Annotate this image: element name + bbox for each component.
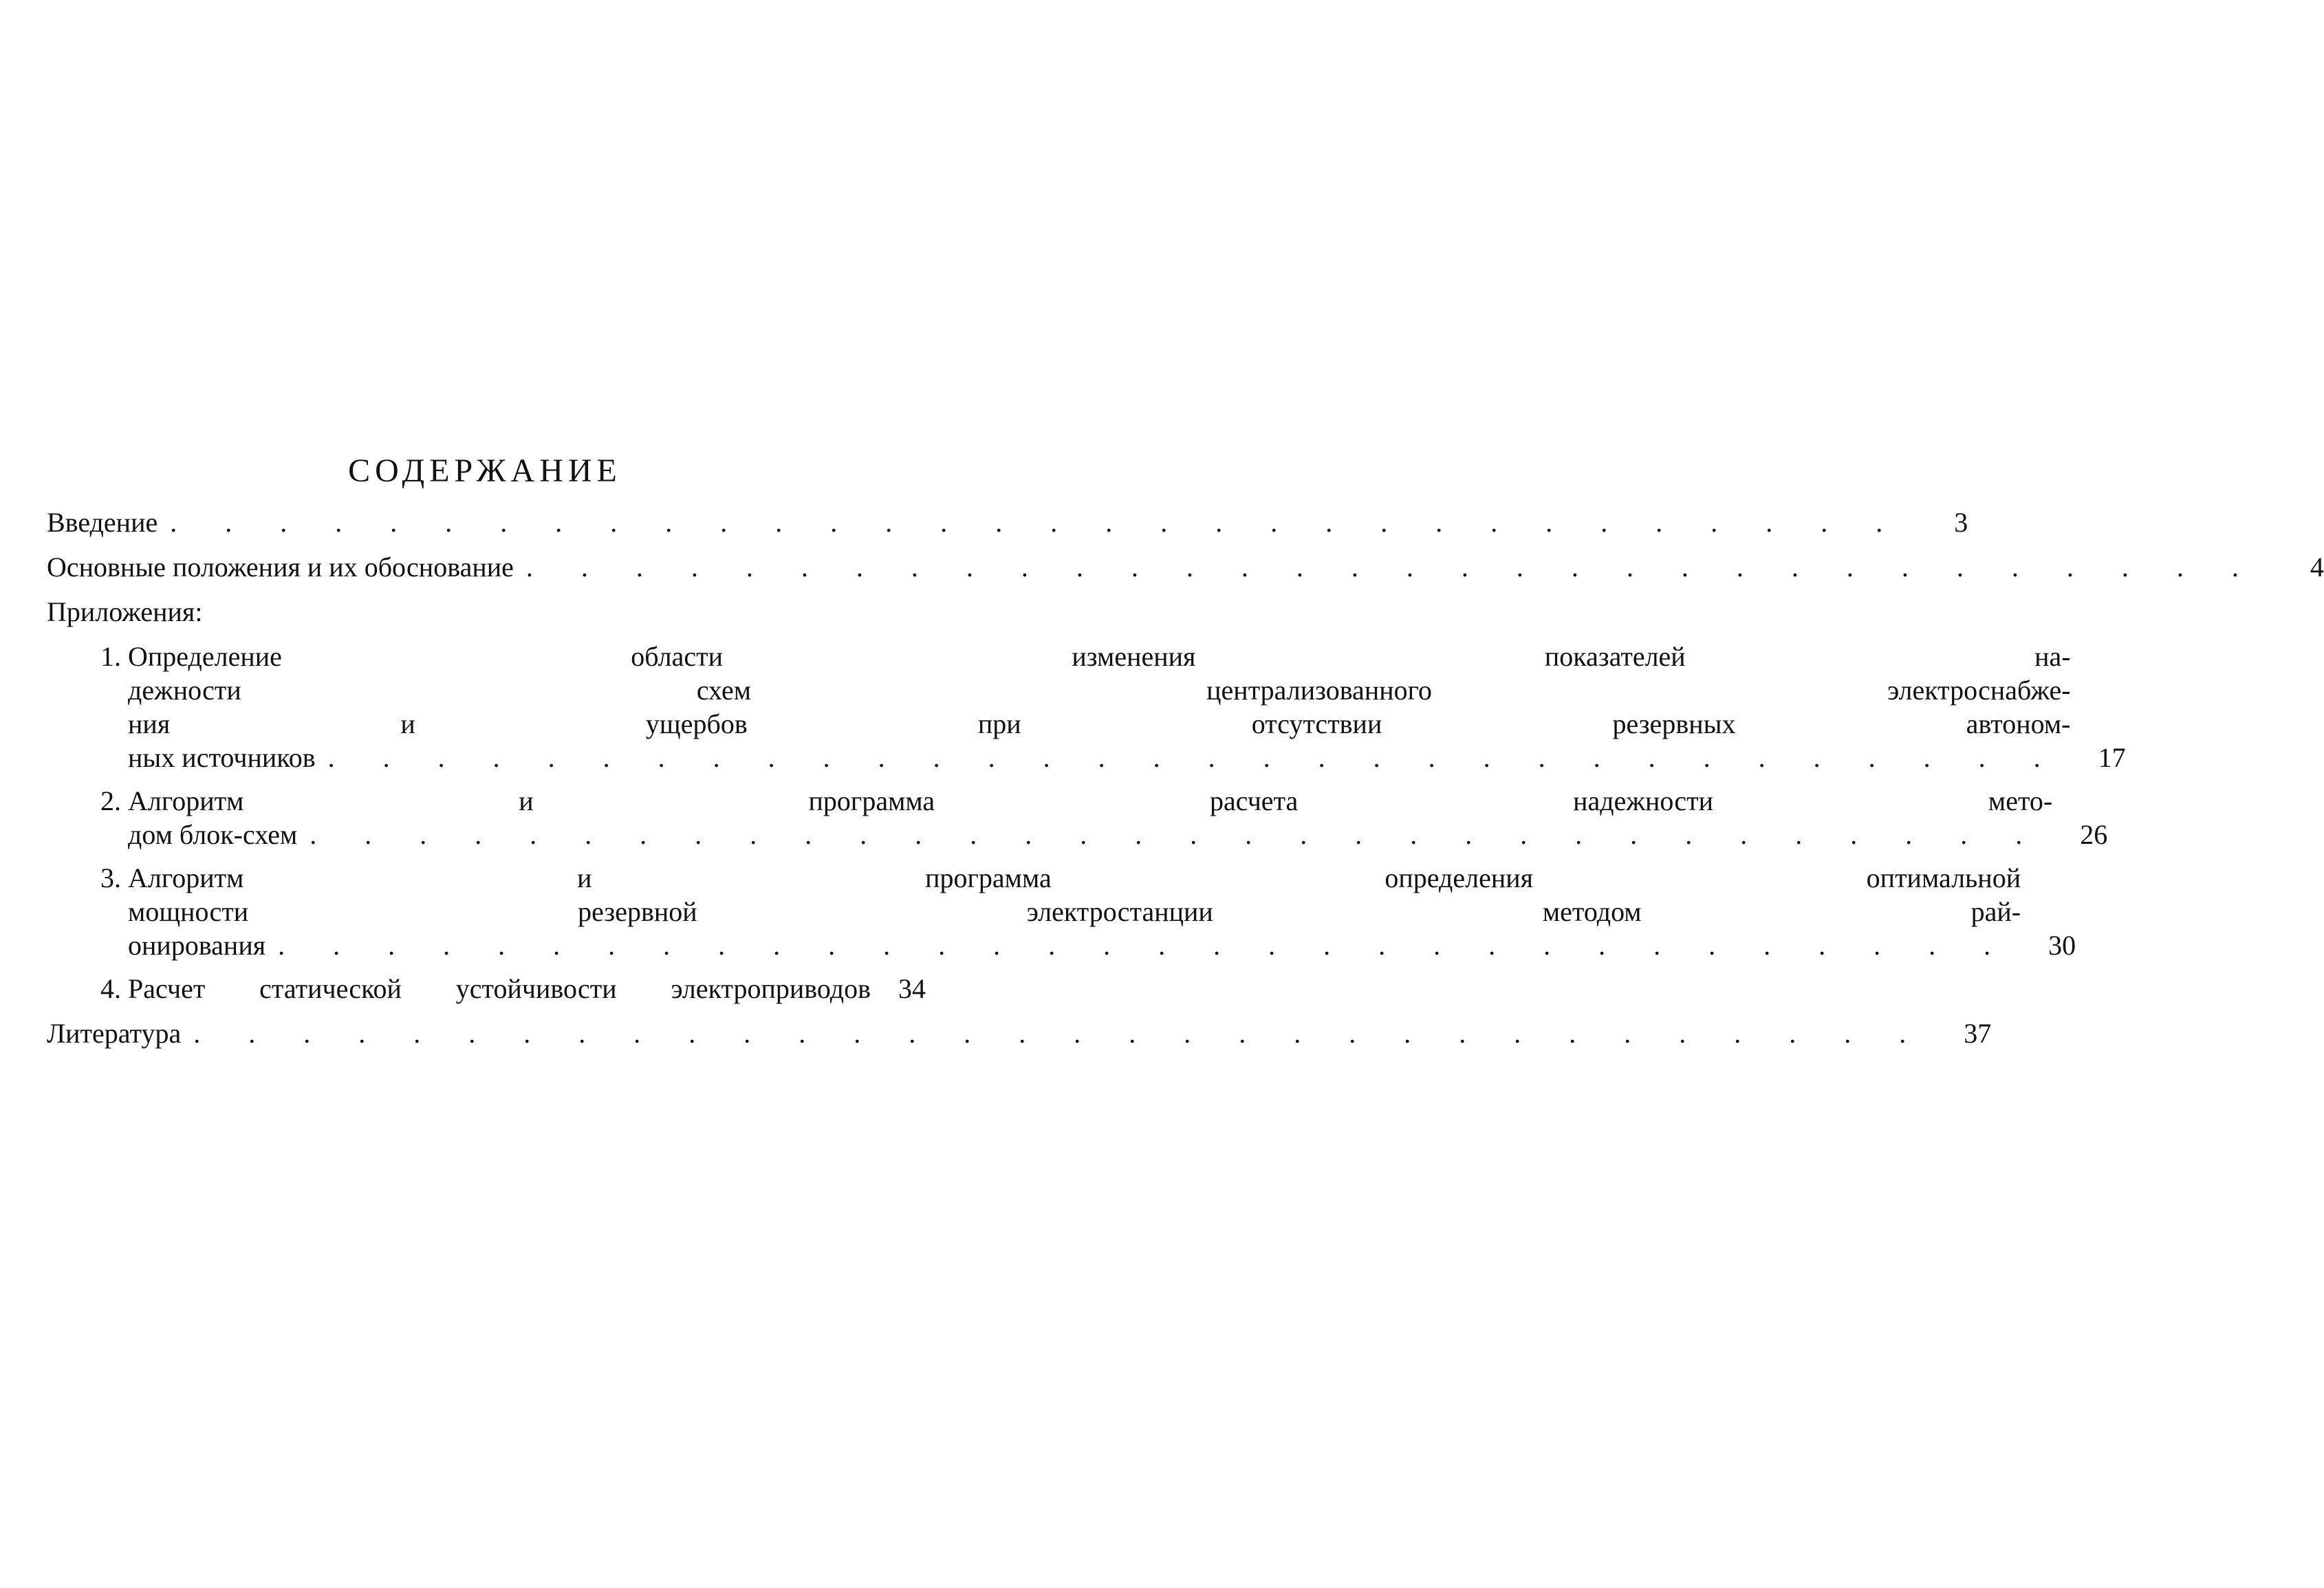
word: статической: [259, 973, 402, 1004]
appendix-line: [128, 784, 2052, 818]
word: и: [400, 708, 415, 739]
appendix-line: [128, 707, 2071, 741]
word: надежности: [1573, 785, 1714, 816]
word: на-: [2034, 641, 2071, 672]
toc-entry-label: Приложения:: [47, 596, 203, 627]
word: области: [631, 641, 723, 672]
word: электроприводов: [671, 973, 871, 1004]
word: дежности: [128, 675, 241, 706]
toc-page-number: 37: [1964, 1018, 1992, 1049]
word: при: [977, 708, 1021, 739]
toc-appendix-3: [47, 861, 2076, 962]
toc-entry-label: Основные положения и их обоснование: [47, 552, 514, 583]
toc-title: СОДЕРЖАНИЕ: [348, 453, 622, 489]
word: программа: [925, 862, 1052, 893]
appendix-line: дом блок-схем: [128, 819, 298, 850]
toc-entry-label: Литература: [47, 1018, 182, 1049]
word: определения: [1384, 862, 1534, 893]
toc-page-number: 3: [1954, 507, 1968, 538]
toc-entry-label: Введение: [47, 507, 158, 538]
word: автоном-: [1966, 708, 2071, 739]
word: и: [519, 785, 534, 816]
dot-leader: [193, 1016, 1926, 1050]
word: изменения: [1072, 641, 1196, 672]
word: централизованного: [1206, 675, 1433, 706]
word: отсутствии: [1251, 708, 1382, 739]
word: мощности: [128, 896, 249, 927]
appendix-line: онирования: [128, 930, 266, 961]
word: электростанции: [1026, 896, 1213, 927]
table-of-contents: [47, 505, 2324, 1050]
toc-entry-appendices-heading: [47, 595, 926, 629]
word: схем: [696, 675, 752, 706]
toc-entry-main-provisions: [47, 550, 2324, 584]
toc-entry-references: [47, 1016, 1992, 1050]
word: Определение: [128, 641, 282, 672]
dot-leader: [526, 550, 2259, 584]
word: программа: [808, 785, 935, 816]
appendix-number: 2.: [100, 785, 121, 816]
appendix-number: 3.: [100, 862, 121, 893]
word: ущербов: [645, 708, 748, 739]
word: ния: [128, 708, 171, 739]
dot-leader: [278, 928, 2011, 962]
appendix-number: 1.: [100, 641, 121, 672]
word: Алгоритм: [128, 785, 244, 816]
appendix-line: [128, 640, 2071, 673]
word: Алгоритм: [128, 862, 244, 893]
word: резервной: [578, 896, 697, 927]
toc-appendix-1: [47, 640, 2126, 774]
toc-entry-introduction: [47, 505, 1968, 539]
appendix-line: [128, 673, 2071, 707]
word: и: [577, 862, 592, 893]
word: резервных: [1612, 708, 1736, 739]
word: Расчет: [128, 973, 206, 1004]
word: методом: [1542, 896, 1642, 927]
toc-page-number: 17: [2098, 742, 2126, 773]
word: оптимальной: [1866, 862, 2021, 893]
word: расчета: [1209, 785, 1299, 816]
dot-leader: [328, 741, 2061, 774]
word: электроснабже-: [1887, 675, 2071, 706]
toc-page-number: 34: [898, 973, 926, 1004]
word: показателей: [1544, 641, 1686, 672]
appendix-line: [128, 895, 2021, 928]
appendix-line: [128, 972, 871, 1005]
toc-appendix-2: [47, 784, 2108, 851]
appendix-line: [128, 861, 2021, 895]
toc-page-number: 26: [2080, 819, 2108, 850]
word: устойчивости: [455, 973, 617, 1004]
toc-page-number: 30: [2048, 930, 2076, 961]
appendix-line: ных источников: [128, 742, 316, 773]
toc-page-number: 4: [2310, 552, 2324, 583]
word: рай-: [1970, 896, 2021, 927]
word: мето-: [1988, 785, 2053, 816]
dot-leader: [170, 505, 1903, 539]
appendix-number: 4.: [100, 973, 121, 1004]
dot-leader: [309, 818, 2043, 851]
toc-appendix-4: [47, 972, 926, 1005]
